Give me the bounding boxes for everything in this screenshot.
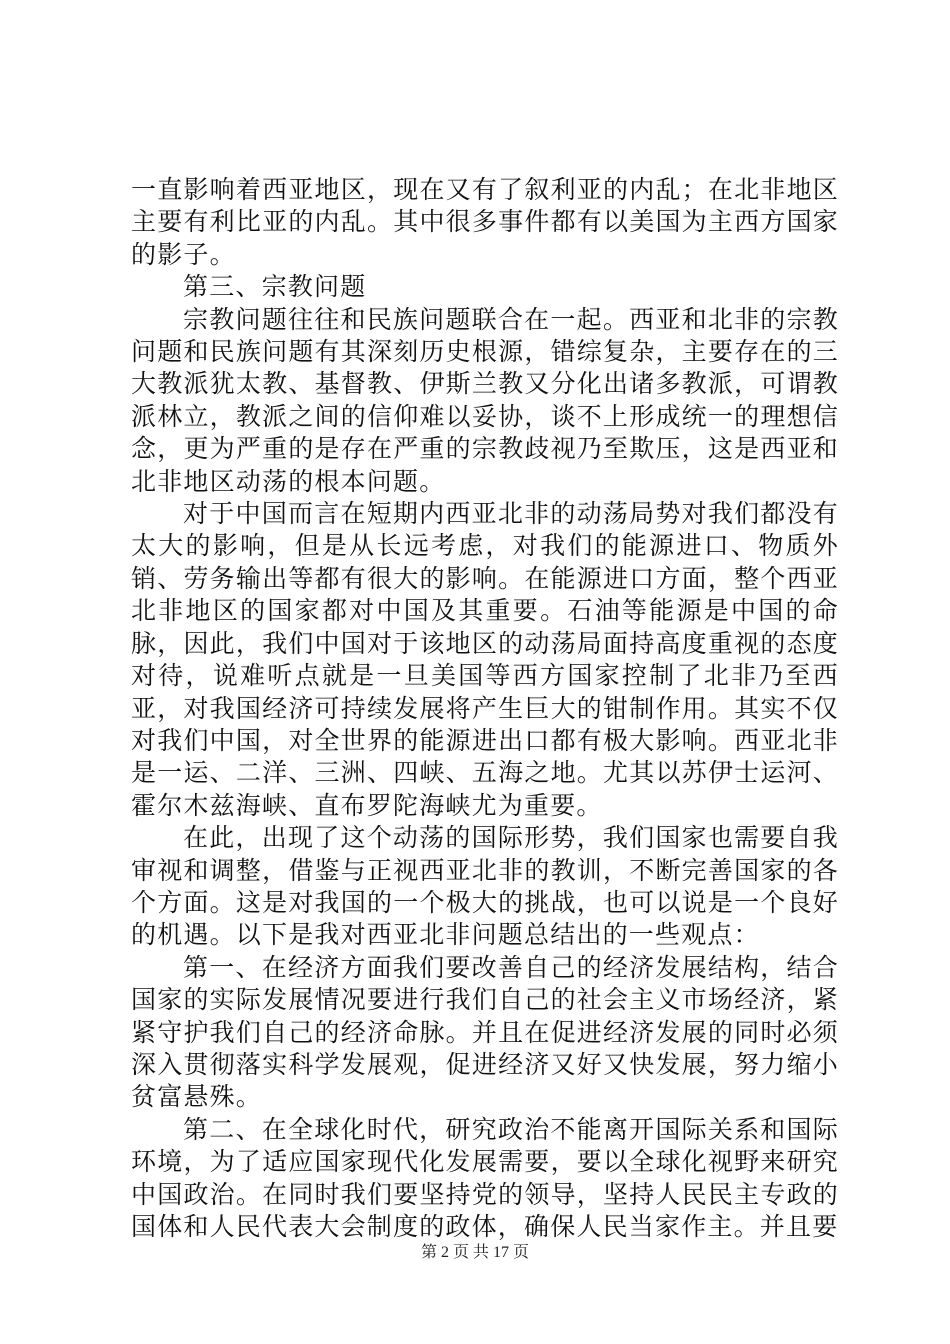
paragraph-china-impact: 对于中国而言在短期内西亚北非的动荡局势对我们都没有太大的影响，但是从长远考虑，对我们的能源进口、物质外销、劳务输出等都有很大的影响。在能源进口方面，整个西亚北非地区的国家都对中国及其重要。石油等能源是中国的命脉，因此，我们中国对于该地区的动荡局面持高度重视的态度对待，说难听点就是一旦美国等西方国家控制了北非乃至西亚，对我国经济可持续发展将产生巨大的钳制作用。其实不仅对我们中国，对全世界的能源进出口都有极大影响。西亚北非是一运、二洋、三洲、四峡、五海之地。尤其以苏伊士运河、霍尔木兹海峡、直布罗陀海峡尤为重要。: [131, 499, 839, 820]
page-footer: [0, 1242, 950, 1264]
paragraph-self-review: 在此，出现了这个动荡的国际形势，我们国家也需要自我审视和调整，借鉴与正视西亚北非的教训，不断完善国家的各个方面。这是对我国的一个极大的挑战，也可以说是一个良好的机遇。以下是我对西亚北非问题总结出的一些观点：: [131, 823, 839, 950]
section-heading-religion: 第三、宗教问题: [183, 272, 367, 302]
paragraph-point-economy: 第一、在经济方面我们要改善自己的经济发展结构，结合国家的实际发展情况要进行我们自己的社会主义市场经济，紧紧守护我们自己的经济命脉。并且在促进经济发展的同时必须深入贯彻落实科学发展观，促进经济又好又快发展，努力缩小贫富悬殊。: [131, 952, 839, 1112]
paragraph-1: 一直影响着西亚地区，现在又有了叙利亚的内乱；在北非地区主要有利比亚的内乱。其中很多事件都有以美国为主西方国家的影子。: [131, 175, 839, 269]
paragraph-point-politics: 第二、在全球化时代，研究政治不能离开国际关系和国际环境，为了适应国家现代化发展需要，要以全球化视野来研究中国政治。在同时我们要坚持党的领导，坚持人民民主专政的国体和人民代表大会制度的政体，确保人民当家作主。并且要: [131, 1114, 839, 1241]
page-number: 第 2 页 共 17 页: [420, 1244, 529, 1261]
document-body: [131, 174, 839, 1243]
paragraph-religion: 宗教问题往往和民族问题联合在一起。西亚和北非的宗教问题和民族问题有其深刻历史根源，错综复杂，主要存在的三大教派犹太教、基督教、伊斯兰教又分化出诸多教派，可谓教派林立，教派之间的信仰难以妥协，谈不上形成统一的理想信念，更为严重的是存在严重的宗教歧视乃至欺压，这是西亚和北非地区动荡的根本问题。: [131, 304, 839, 496]
